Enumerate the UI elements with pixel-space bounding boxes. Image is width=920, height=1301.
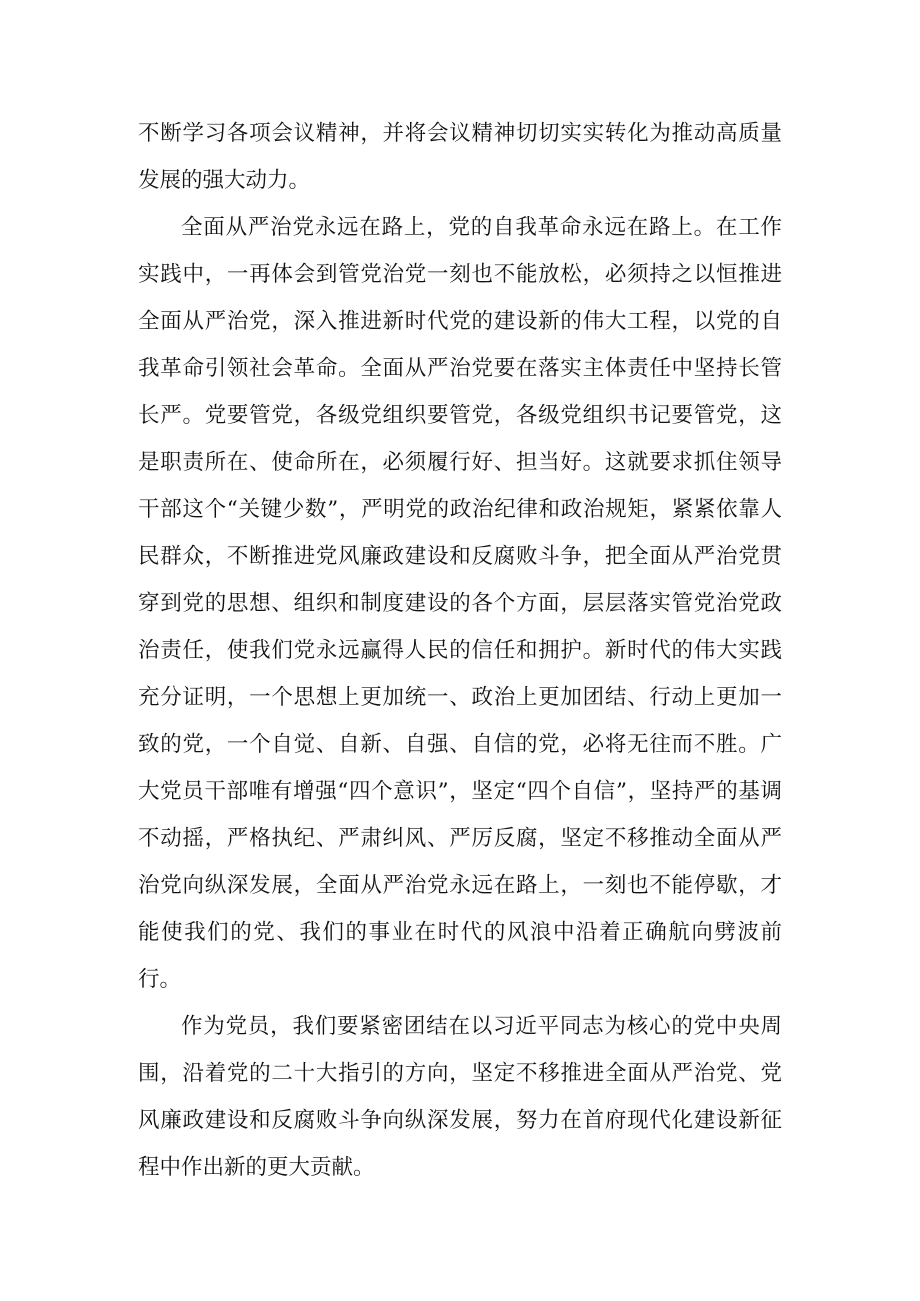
paragraph-continuation: 不断学习各项会议精神，并将会议精神切切实实转化为推动高质量发展的强大动力。 <box>138 121 782 193</box>
paragraph-strict-party-governance: 全面从严治党永远在路上，党的自我革命永远在路上。在工作实践中，一再体会到管党治党一刻也不能放松，必须持之以恒推进全面从严治党，深入推进新时代党的建设新的伟大工程，以党的自我革命引领社会革命。全面从严治党要在落实主体责任中坚持长管长严。党要管党，各级党组织要管党，各级党组织书记要管党，这是职责所在、使命所在，必须履行好、担当好。这就要求抓住领导干部这个“关键少数”，严明党的政治纪律和政治规矩，紧紧依靠人民群众，不断推进党风廉政建设和反腐败斗争，把全面从严治党贯穿到党的思想、组织和制度建设的各个方面，层层落实管党治党政治责任，使我们党永远赢得人民的信任和拥护。新时代的伟大实践充分证明，一个思想上更加统一、政治上更加团结、行动上更加一致的党，一个自觉、自新、自强、自信的党，必将无往而不胜。广大党员干部唯有增强“四个意识”，坚定“四个自信”，坚持严的基调不动摇，严格执纪、严肃纠风、严厉反腐，坚定不移推动全面从严治党向纵深发展，全面从严治党永远在路上，一刻也不能停歇，才能使我们的党、我们的事业在时代的风浪中沿着正确航向劈波前行。 <box>138 215 782 992</box>
document-body <box>138 110 782 1191</box>
paragraph-party-member-commitment: 作为党员，我们要紧密团结在以习近平同志为核心的党中央周围，沿着党的二十大指引的方向，坚定不移推进全面从严治党、党风廉政建设和反腐败斗争向纵深发展，努力在首府现代化建设新征程中作出新的更大贡献。 <box>138 1014 782 1180</box>
